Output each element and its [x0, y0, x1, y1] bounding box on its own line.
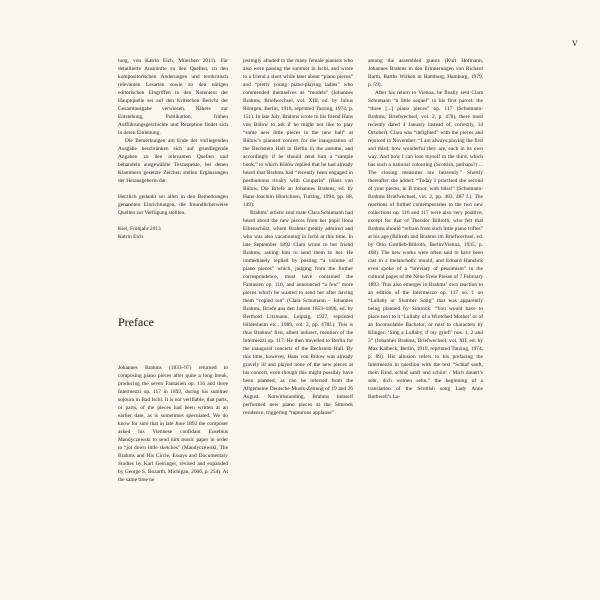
- column-right: [368, 57, 483, 401]
- section-heading: Preface: [118, 315, 154, 329]
- page-number: V: [572, 39, 578, 48]
- signature-name: Katrin Eich: [118, 234, 143, 240]
- signature-block: [118, 225, 228, 241]
- paragraph: After his return to Vienna, he finally sent Clara Schumann “a little sequel” to his first parcel: the “three [...] piano pieces” op. 117 (Schumann-Brahms, Briefwechsel, vol. 2, p. 478), there most recently dated 4 January instead of, correctly, 14 October). Clara was “delighted” with the pieces and rejoiced in November: “I am always playing the first and third; how wonderful they are, each in its own way. And how I can lose myself in the third, which has such a national colouring (Scottish, perhaps?) ... The closing measures are heavenly.” Shortly thereafter she added: “Today I practised the second of your pieces, in B minor, with bliss!” (Schumann-Brahms Briefwechsel, vol. 2, pp. 483, 487 f.). The reactions of further contemporaries to the two new collections op. 116 and 117 were also very positive, except for that of Theodor Billroth, who felt that Brahms should “refrain from such little piano trifles” at his age (Billroth and Brahms im Briefwechsel, ed. by Otto Gottlieb-Billroth, Berlin/Vienna, 1935, p. 468). The new works were often said to have been cast in a melancholic mould, and Eduard Hanslick even spoke of a “breviary of pessimism” in the cultural pages of the Neue Freie Presse of 7 February 1893. This also emerges in Brahms’ own reaction to an edition of the Intermezzo op. 117 no. 1 on “Lullaby or Slumber Song” that was apparently being planned by Simrock: “You would have to place next to it ‘Lullaby of a Wretched Mother’ or of an Inconsolable Bachelor, or next to characters by Klinger: ‘Sing a Lullaby, if my grief!’ nos. 1, 2 and 3” (Johannes Brahms, Briefwechsel, vol. XII, ed. by Max Kalbeck, Berlin, 1919, reprinted Tutzing, 1974, p. 89). His allusion refers to his prefacing the Intermezzo in question with the text “Schlaf sanft, mein Kind, schlaf sanft und schön! / Mich dauert’s sehr, dich weinen sehn,” the beginning of a translation of the Scottish song Lady Anne Bothwell’s La-: [368, 90, 483, 400]
- paragraph: lung, von Katrin Eich, München 2011). Für detaillierte Auskünfte zu den Quellen, zu den kompositorischen Änderungen und textkritisch relevanten Lesarten sowie zu den nötigen editorischen Eingriffen in den Notentext der Hauptquelle sei auf den Kritischen Bericht der Gesamtausgabe verwiesen. Nähere zur Entstehung, Publikation, frühen Aufführungsgeschichte und Rezeption findet sich in deren Einleitung.: [118, 58, 228, 136]
- paragraph: jestingly alluded to the many female pianists who also were passing the summer in Ischl, and wrote to a friend a short while later about “piano pieces” and “pretty young piano-playing ladies” who commended themselves as “models” (Johannes Brahms, Briefwechsel, vol. XIII, ed. by Julius Röntgen, Berlin, 1918, reprinted Tutzing, 1974, p. 151). In late July, Brahms wrote to his friend Hans von Bülow to ask if he might not like to play “some new little pieces in the new hall” at Bülow’s planned concert for the inauguration of the Bechstein Hall in Berlin in the autumn, and accordingly if he should send him a “sample book,” to which Bülow replied that he had already heard that Brahms had “recently been engaged in posthumous rivalry with Couperin” (Hans von Bülow, Die Briefe an Johannes Brahms, ed. by Hans-Joachim Hinrichsen, Tutzing, 1994, pp. 88, 149).: [243, 58, 353, 208]
- paragraph: Die Bemerkungen am Ende der vorliegenden Ausgabe beschränken sich auf grundlegende Angaben zu den relevanten Quellen und behandeln ausgewählte Textaspekte, bei denen Klammern gesetzte Zeichen stellen Ergänzungen der Herausgeberin dar.: [118, 138, 228, 184]
- preface-body: [118, 364, 228, 484]
- column-middle: [243, 57, 353, 417]
- paragraph: Johannes Brahms (1833–97) returned to composing piano pieces after quite a long break, producing the seven Fantasien op. 116 and three Intermezzi op. 117 in 1892, during his summer sojourn in Bad Ischl. It is not verifiable, that parts, or parts, of the pieces had been written at an earlier date, as is sometimes speculated. We do know for sure that in late June 1892 the composer asked his Viennese confidant Eusebius Mandyczewski to send him music paper in order to “jot down little sketches” (Mandyczewski, The Brahms and His Circle, Essays and Documentary Studies by Karl Geiringer, revised and expanded by George S. Bozarth, Michigan, 2006, p. 254). At the same time he: [118, 365, 228, 483]
- paragraph: Brahms’ artistic soul mate Clara Schumann had heard about the new pieces from her pupil Ilona Eibenschütz, whom Brahms greatly admired and who was also vacationing in Ischl at this time. In late September 1892 Clara wrote to her friend Brahms, asking him to send them to her. He immediately replied by posting “a volume of piano pieces” which, judging from the further correspondence, must have contained the Fantasien op. 116, and announced “a few” more pieces which he wanted to send her after having them “copied out” (Clara Schumann – Johannes Brahms, Briefe aus den Jahren 1853–1896, ed. by Berthold Litzmann, Leipzig, 1927, reprinted Hildesheim etc., 1989, vol. 2, pp. 478f.). This is thus Brahms’ first, albeit indirect, mention of the Intermezzi op. 117. He then travelled to Berlin for the inaugural concerts of the Bechstein Hall. By this time, however, Hans von Bülow was already gravely ill and played none of the new pieces at his concert, even though this might possibly have been planned, as can be inferred from the Allgemeine Deutsche Musik-Zeitung of 19 and 26 August. Notwithstanding, Brahms himself performed new piano pieces at the Simrock residence, triggering “rapturous applause”: [243, 210, 353, 416]
- paragraph: among the assembled guests (Kurt Hofmann, Johannes Brahms in den Erinnerungen von Richard Barth, Barths Wirken in Hamburg, Hamburg, 1979, p. 59).: [368, 58, 483, 88]
- signature-place-date: Kiel, Frühjahr 2013: [118, 226, 161, 232]
- paragraph: Herzlich gedankt sei allen in den Bemerkungen genannten Einrichtungen, die freundlicherweise Quellen zur Verfügung stellten.: [118, 194, 228, 216]
- column-left: [118, 57, 228, 241]
